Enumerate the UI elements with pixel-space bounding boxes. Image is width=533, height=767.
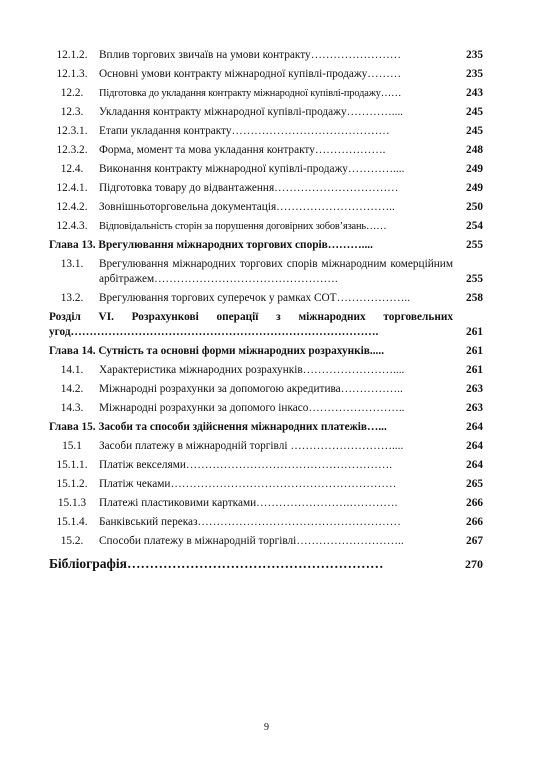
toc-entry-number: 15.1.1.	[56, 459, 88, 471]
toc-entry-number: 12.1.2.	[56, 49, 88, 61]
toc-entry-page: 261	[466, 326, 483, 338]
toc-entry	[49, 475, 483, 494]
toc-entry	[49, 361, 483, 380]
toc-chapter	[49, 236, 483, 255]
toc-entry-page: 263	[466, 402, 483, 414]
toc-entry-page: 235	[466, 49, 483, 61]
toc-entry-title: Підготовка до укладання контракту міжнародної купівлі-продажу……	[99, 88, 402, 99]
toc-entry-page: 266	[466, 516, 483, 528]
toc-entry-number: 13.2.	[60, 292, 84, 304]
toc-entry-number: 12.4.3.	[56, 220, 88, 232]
table-of-contents	[49, 46, 483, 577]
toc-entry	[49, 179, 483, 198]
toc-entry-title: Форма, момент та мова укладання контракту……………….	[99, 144, 386, 156]
toc-entry-title: Врегулювання торгових суперечок у рамках СОТ………………..	[99, 292, 411, 304]
toc-section-title: Розділ VI. Розрахункові операції з міжнародних торговельних угод……………………………………………………………………….	[49, 311, 453, 338]
toc-entry	[49, 217, 483, 236]
toc-entry-number: 13.1.	[60, 258, 84, 270]
toc-entry-number: 12.3.2.	[56, 144, 88, 156]
toc-entry-page: 264	[466, 421, 483, 433]
toc-entry	[49, 84, 483, 103]
toc-entry-number: 12.4.1.	[56, 182, 88, 194]
toc-entry	[49, 532, 483, 551]
toc-entry-page: 245	[466, 106, 483, 118]
toc-entry	[49, 456, 483, 475]
toc-entry-number: 14.1.	[60, 364, 84, 376]
toc-entry-page: 254	[466, 220, 483, 232]
toc-chapter-title: Глава 15. Засоби та способи здійснення міжнародних платежів…...	[49, 421, 387, 433]
toc-entry	[49, 494, 483, 513]
toc-entry-title: Підготовка товару до відвантаження……………………………	[99, 182, 399, 194]
toc-entry-page: 267	[466, 535, 483, 547]
toc-entry-title: Платіж чеками……………………………………………………	[99, 478, 397, 490]
toc-entry-title: Засоби платежу в міжнародній торгівлі ………………………....	[99, 440, 404, 452]
toc-entry-title: Відповідальність сторін за порушення договірних зобов’язань……	[99, 221, 387, 232]
toc-entry-number: 15.1.2.	[56, 478, 88, 490]
toc-entry-page: 243	[466, 87, 483, 99]
toc-entry-page: 266	[466, 497, 483, 509]
toc-entry	[49, 380, 483, 399]
toc-entry-number: 15.1	[62, 440, 82, 452]
toc-section	[49, 308, 483, 342]
toc-chapter-title: Глава 13. Врегулювання міжнародних торгових спорів………....	[49, 239, 373, 251]
page-number: 9	[264, 722, 269, 733]
toc-entry-title: Способи платежу в міжнародній торгівлі………………………..	[99, 535, 404, 547]
toc-entry-page: 248	[466, 144, 483, 156]
toc-entry-number: 12.4.	[60, 163, 84, 175]
toc-chapter	[49, 418, 483, 437]
toc-entry-title: Виконання контракту міжнародної купівлі-продажу…………....	[99, 163, 405, 175]
toc-entry-title: Характеристика міжнародних розрахунків……………………....	[99, 364, 405, 376]
toc-entry-title: Платежі пластиковими картками…………………….………….	[99, 497, 398, 509]
toc-entry-number: 14.3.	[60, 402, 84, 414]
toc-chapter-title: Глава 14. Сутність та основні форми міжнародних розрахунків.....	[49, 345, 385, 357]
toc-entry	[49, 437, 483, 456]
toc-entry	[49, 141, 483, 160]
toc-entry-title: Платіж векселями……………………………………………….	[99, 459, 393, 471]
toc-entry-page: 261	[466, 364, 483, 376]
toc-entry	[49, 198, 483, 217]
toc-entry-title: Укладання контракту міжнародної купівлі-продажу…………....	[99, 106, 404, 118]
toc-entry-title: Вплив торгових звичаїв на умови контракту……………………	[99, 49, 402, 61]
toc-entry-page: 258	[466, 292, 483, 304]
toc-entry-number: 15.1.4.	[56, 516, 88, 528]
toc-entry	[49, 289, 483, 308]
toc-entry-page: 264	[466, 440, 483, 452]
toc-entry-page: 245	[466, 125, 483, 137]
toc-entry-page: 250	[466, 201, 483, 213]
toc-entry-number: 12.1.3.	[56, 68, 88, 80]
toc-entry-number: 14.2.	[60, 383, 84, 395]
toc-entry	[49, 122, 483, 141]
toc-entry	[49, 103, 483, 122]
toc-entry-number: 12.3.	[60, 106, 84, 118]
toc-entry	[49, 399, 483, 418]
toc-entry	[49, 255, 483, 289]
toc-entry-page: 263	[466, 383, 483, 395]
toc-entry-title: Основні умови контракту міжнародної купівлі-продажу………	[99, 68, 402, 80]
toc-entry-page: 261	[466, 345, 483, 357]
toc-chapter	[49, 342, 483, 361]
toc-entry-page: 255	[466, 239, 483, 251]
toc-entry-number: 12.2.	[60, 87, 84, 99]
toc-entry	[49, 46, 483, 65]
toc-bibliography-title: Бібліографія…………………………………………………	[49, 556, 384, 571]
toc-entry-page: 235	[466, 68, 483, 80]
toc-entry-number: 12.3.1.	[56, 125, 88, 137]
toc-entry-page: 265	[466, 478, 483, 490]
toc-entry-title: Банківський переказ………………………………………………	[99, 516, 401, 528]
toc-entry	[49, 160, 483, 179]
toc-entry-title: Зовнішньоторговельна документація…………………………..	[99, 201, 395, 213]
toc-entry-number: 12.4.2.	[56, 201, 88, 213]
toc-entry-page: 270	[465, 557, 483, 571]
toc-entry	[49, 513, 483, 532]
toc-entry-page: 249	[466, 163, 483, 175]
toc-entry-title: Врегулювання міжнародних торгових спорів міжнародним комерційним арбітражем………………………………………….	[99, 258, 453, 285]
toc-bibliography	[49, 551, 483, 577]
toc-entry-number: 15.1.3	[57, 497, 87, 509]
toc-entry-title: Міжнародні розрахунки за допомого інкасо……………………..	[99, 402, 405, 414]
toc-entry-page: 264	[466, 459, 483, 471]
toc-entry	[49, 65, 483, 84]
toc-entry-page: 249	[466, 182, 483, 194]
toc-entry-number: 15.2.	[60, 535, 84, 547]
toc-entry-page: 255	[466, 273, 483, 285]
toc-entry-title: Етапи укладання контракту……………………………………	[99, 125, 390, 137]
toc-entry-title: Міжнародні розрахунки за допомогою акредитива……………..	[99, 383, 403, 395]
